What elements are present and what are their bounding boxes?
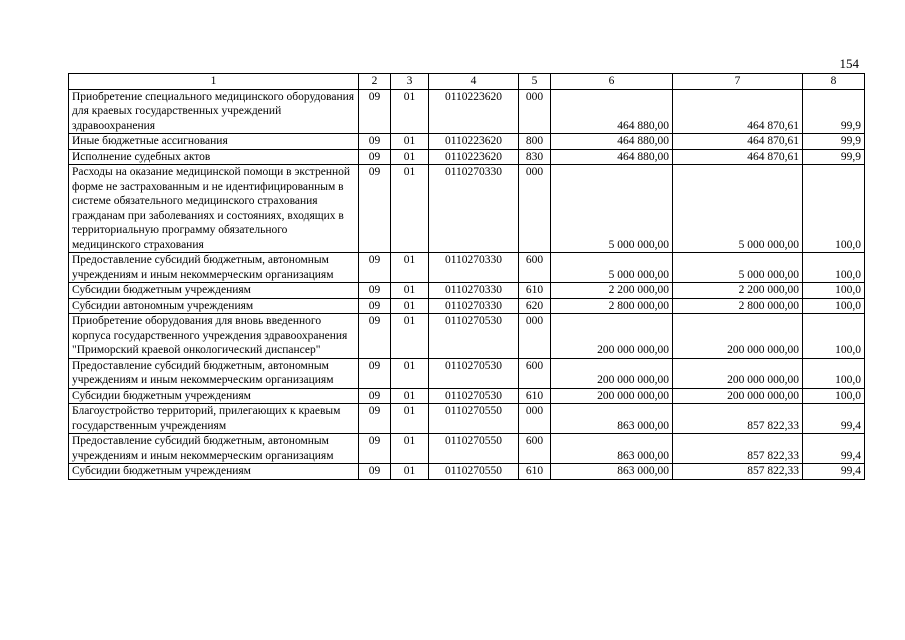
executed-amount-cell: 200 000 000,00 [673,358,803,388]
section-cell: 09 [359,314,391,359]
execution-percent-cell: 100,0 [803,283,865,299]
subsection-cell: 01 [391,298,429,314]
table-row [69,434,865,464]
header-cell: 1 [69,74,359,90]
row-name-cell: Расходы на оказание медицинской помощи в экстренной форме не застрахованным и не идентифицированным в системе обязательного медицинского страхования гражданам при заболеваниях и состояниях, входящих в территориальную программу обязательного медицинского страхования [69,165,359,253]
subsection-cell: 01 [391,314,429,359]
target-article-cell: 0110270530 [429,358,519,388]
executed-amount-cell: 857 822,33 [673,464,803,480]
executed-amount-cell: 200 000 000,00 [673,388,803,404]
expense-type-cell: 830 [519,149,551,165]
table-row [69,149,865,165]
target-article-cell: 0110223620 [429,134,519,150]
planned-amount-cell: 200 000 000,00 [551,314,673,359]
target-article-cell: 0110270330 [429,165,519,253]
expense-type-cell: 000 [519,404,551,434]
section-cell: 09 [359,358,391,388]
planned-amount-cell: 863 000,00 [551,434,673,464]
subsection-cell: 01 [391,434,429,464]
target-article-cell: 0110223620 [429,149,519,165]
row-name-cell: Иные бюджетные ассигнования [69,134,359,150]
row-name-cell: Предоставление субсидий бюджетным, автономным учреждениям и иным некоммерческим организациям [69,434,359,464]
executed-amount-cell: 857 822,33 [673,434,803,464]
executed-amount-cell: 857 822,33 [673,404,803,434]
table-row [69,358,865,388]
row-name-cell: Предоставление субсидий бюджетным, автономным учреждениям и иным некоммерческим организациям [69,253,359,283]
row-name-cell: Субсидии автономным учреждениям [69,298,359,314]
execution-percent-cell: 100,0 [803,165,865,253]
execution-percent-cell: 99,9 [803,149,865,165]
row-name-cell: Субсидии бюджетным учреждениям [69,464,359,480]
subsection-cell: 01 [391,149,429,165]
row-name-cell: Благоустройство территорий, прилегающих к краевым государственным учреждениям [69,404,359,434]
table-row [69,134,865,150]
row-name-cell: Приобретение оборудования для вновь введенного корпуса государственного учреждения здравоохранения "Приморский краевой онкологический диспансер" [69,314,359,359]
target-article-cell: 0110270330 [429,253,519,283]
section-cell: 09 [359,434,391,464]
header-cell: 8 [803,74,865,90]
table-row [69,89,865,134]
planned-amount-cell: 200 000 000,00 [551,388,673,404]
target-article-cell: 0110270330 [429,298,519,314]
execution-percent-cell: 100,0 [803,298,865,314]
header-row [69,74,865,90]
expense-type-cell: 610 [519,283,551,299]
section-cell: 09 [359,165,391,253]
executed-amount-cell: 2 800 000,00 [673,298,803,314]
header-cell: 4 [429,74,519,90]
table-row [69,283,865,299]
table-row [69,165,865,253]
target-article-cell: 0110270550 [429,434,519,464]
subsection-cell: 01 [391,404,429,434]
target-article-cell: 0110270330 [429,283,519,299]
table-row [69,298,865,314]
row-name-cell: Субсидии бюджетным учреждениям [69,388,359,404]
expense-type-cell: 000 [519,165,551,253]
target-article-cell: 0110270530 [429,314,519,359]
subsection-cell: 01 [391,283,429,299]
executed-amount-cell: 464 870,61 [673,89,803,134]
expense-type-cell: 600 [519,358,551,388]
target-article-cell: 0110223620 [429,89,519,134]
section-cell: 09 [359,283,391,299]
execution-percent-cell: 99,9 [803,134,865,150]
budget-table [68,73,865,480]
planned-amount-cell: 200 000 000,00 [551,358,673,388]
subsection-cell: 01 [391,134,429,150]
section-cell: 09 [359,253,391,283]
expense-type-cell: 610 [519,464,551,480]
section-cell: 09 [359,404,391,434]
execution-percent-cell: 100,0 [803,253,865,283]
planned-amount-cell: 2 800 000,00 [551,298,673,314]
table-row [69,404,865,434]
subsection-cell: 01 [391,388,429,404]
section-cell: 09 [359,134,391,150]
executed-amount-cell: 464 870,61 [673,149,803,165]
executed-amount-cell: 2 200 000,00 [673,283,803,299]
expense-type-cell: 620 [519,298,551,314]
planned-amount-cell: 863 000,00 [551,464,673,480]
row-name-cell: Предоставление субсидий бюджетным, автономным учреждениям и иным некоммерческим организациям [69,358,359,388]
planned-amount-cell: 5 000 000,00 [551,165,673,253]
execution-percent-cell: 99,9 [803,89,865,134]
execution-percent-cell: 99,4 [803,404,865,434]
subsection-cell: 01 [391,358,429,388]
execution-percent-cell: 100,0 [803,358,865,388]
expense-type-cell: 000 [519,314,551,359]
subsection-cell: 01 [391,464,429,480]
section-cell: 09 [359,298,391,314]
section-cell: 09 [359,89,391,134]
header-cell: 3 [391,74,429,90]
expense-type-cell: 600 [519,434,551,464]
planned-amount-cell: 464 880,00 [551,134,673,150]
row-name-cell: Субсидии бюджетным учреждениям [69,283,359,299]
planned-amount-cell: 863 000,00 [551,404,673,434]
subsection-cell: 01 [391,89,429,134]
section-cell: 09 [359,388,391,404]
planned-amount-cell: 2 200 000,00 [551,283,673,299]
executed-amount-cell: 5 000 000,00 [673,253,803,283]
execution-percent-cell: 99,4 [803,434,865,464]
header-cell: 2 [359,74,391,90]
executed-amount-cell: 464 870,61 [673,134,803,150]
execution-percent-cell: 99,4 [803,464,865,480]
table-row [69,388,865,404]
subsection-cell: 01 [391,165,429,253]
header-cell: 6 [551,74,673,90]
page-number: 154 [839,56,859,71]
executed-amount-cell: 5 000 000,00 [673,165,803,253]
target-article-cell: 0110270530 [429,388,519,404]
table-row [69,464,865,480]
section-cell: 09 [359,464,391,480]
execution-percent-cell: 100,0 [803,314,865,359]
header-cell: 7 [673,74,803,90]
row-name-cell: Приобретение специального медицинского оборудования для краевых государственных учреждений здравоохранения [69,89,359,134]
row-name-cell: Исполнение судебных актов [69,149,359,165]
expense-type-cell: 610 [519,388,551,404]
section-cell: 09 [359,149,391,165]
target-article-cell: 0110270550 [429,464,519,480]
subsection-cell: 01 [391,253,429,283]
execution-percent-cell: 100,0 [803,388,865,404]
header-cell: 5 [519,74,551,90]
planned-amount-cell: 464 880,00 [551,89,673,134]
expense-type-cell: 600 [519,253,551,283]
target-article-cell: 0110270550 [429,404,519,434]
planned-amount-cell: 5 000 000,00 [551,253,673,283]
expense-type-cell: 800 [519,134,551,150]
table-row [69,314,865,359]
executed-amount-cell: 200 000 000,00 [673,314,803,359]
table-row [69,253,865,283]
planned-amount-cell: 464 880,00 [551,149,673,165]
expense-type-cell: 000 [519,89,551,134]
